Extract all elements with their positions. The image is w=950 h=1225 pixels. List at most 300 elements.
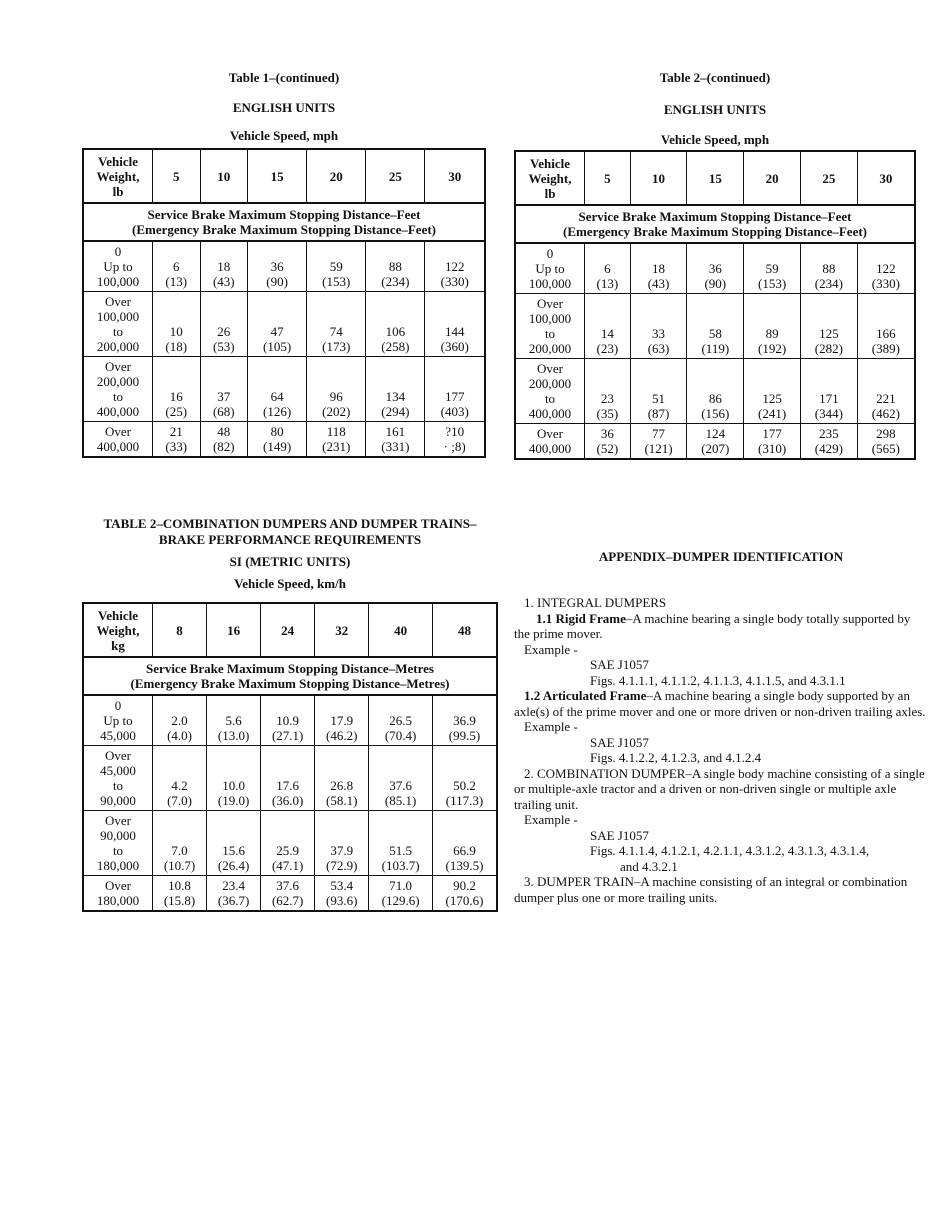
emergency-distance: (90) — [266, 274, 288, 289]
stopping-distance-cell — [307, 357, 366, 422]
service-distance: 235 — [819, 426, 839, 441]
weight-range-line: Over — [105, 878, 131, 893]
service-brake-caption — [515, 205, 915, 243]
speed-column-header: 40 — [369, 603, 433, 657]
table2-si — [82, 602, 498, 912]
weight-range-line: Over — [537, 426, 563, 441]
table1-speed-caption: Vehicle Speed, mph — [229, 128, 339, 143]
stopping-distance-cell — [369, 811, 433, 876]
stopping-distance-cell — [248, 357, 307, 422]
emergency-distance: (36.0) — [271, 793, 304, 808]
appendix-s2-figs-line2: and 4.3.2.1 — [620, 858, 678, 874]
emergency-distance: (462) — [871, 406, 900, 421]
emergency-distance: (13) — [165, 274, 188, 289]
stopping-distance-cell — [744, 243, 801, 294]
service-distance: 51.5 — [389, 843, 412, 858]
speed-column-header: 5 — [585, 151, 631, 205]
emergency-distance: (331) — [381, 439, 410, 454]
stopping-distance-cell — [630, 359, 687, 424]
service-distance: 14 — [600, 326, 614, 341]
weight-range-line: Up to — [103, 713, 133, 728]
stopping-distance-cell — [153, 241, 201, 292]
service-distance: 10 — [169, 324, 183, 339]
emergency-distance: (99.5) — [448, 728, 481, 743]
weight-range — [83, 422, 153, 458]
weight-column-header — [83, 149, 153, 203]
emergency-brake-line: (Emergency Brake Maximum Stopping Distance–Feet) — [131, 222, 436, 237]
stopping-distance-cell — [366, 422, 425, 458]
emergency-distance: (156) — [701, 406, 730, 421]
emergency-distance: (26.4) — [217, 858, 250, 873]
table2-continued — [514, 150, 916, 460]
emergency-distance: (234) — [814, 276, 843, 291]
speed-column-header: 8 — [153, 603, 207, 657]
service-distance: 122 — [444, 259, 465, 274]
stopping-distance-cell — [432, 811, 497, 876]
appendix-s3: 3. DUMPER TRAIN–A machine consisting of an integral or combination dumper plus one or more trailing units. — [514, 874, 908, 905]
stopping-distance-cell — [248, 292, 307, 357]
stopping-distance-cell — [800, 294, 857, 359]
service-distance: 177 — [444, 389, 465, 404]
stopping-distance-cell — [425, 422, 485, 458]
speed-column-header: 10 — [200, 149, 248, 203]
emergency-distance: (119) — [701, 341, 730, 356]
appendix-s12 — [514, 688, 928, 719]
weight-range — [515, 359, 585, 424]
stopping-distance-cell — [207, 811, 261, 876]
service-distance: 48 — [217, 424, 231, 439]
emergency-distance: (36.7) — [217, 893, 250, 908]
speed-column-header: 25 — [366, 149, 425, 203]
stopping-distance-cell — [425, 292, 485, 357]
table1 — [82, 148, 486, 458]
emergency-distance: (117.3) — [445, 793, 484, 808]
service-distance: 5.6 — [225, 713, 242, 728]
stopping-distance-cell — [315, 876, 369, 912]
stopping-distance-cell — [425, 241, 485, 292]
stopping-distance-cell — [432, 876, 497, 912]
weight-range — [515, 243, 585, 294]
service-distance: 89 — [765, 326, 779, 341]
stopping-distance-cell — [200, 292, 248, 357]
service-distance: 37.9 — [330, 843, 354, 858]
table2-continued-section — [514, 70, 916, 460]
appendix-s1-heading: 1. INTEGRAL DUMPERS — [524, 595, 667, 610]
emergency-distance: (170.6) — [445, 893, 484, 908]
emergency-distance: (126) — [263, 404, 292, 419]
table2-si-speed-caption: Vehicle Speed, km/h — [234, 576, 346, 591]
service-distance: 17.9 — [330, 713, 354, 728]
emergency-distance: (207) — [701, 441, 730, 456]
emergency-distance: (47.1) — [271, 858, 304, 873]
weight-range-line: 180,000 — [96, 893, 140, 908]
table2-continued-title: Table 2–(continued) — [659, 70, 771, 85]
weight-range — [83, 357, 153, 422]
weight-range-line: 45,000 — [100, 763, 136, 778]
emergency-distance: (330) — [871, 276, 900, 291]
service-distance: 171 — [819, 391, 839, 406]
speed-column-header: 10 — [630, 151, 687, 205]
service-distance: 125 — [819, 326, 839, 341]
service-distance: 47 — [270, 324, 284, 339]
service-distance: 10.0 — [222, 778, 245, 793]
weight-range-line: 0 — [114, 698, 122, 713]
emergency-distance: (149) — [263, 439, 292, 454]
emergency-distance: (19.0) — [217, 793, 250, 808]
table-row — [515, 243, 915, 294]
stopping-distance-cell — [585, 243, 631, 294]
stopping-distance-cell — [630, 243, 687, 294]
service-distance: 36.9 — [453, 713, 476, 728]
emergency-distance: (403) — [440, 404, 469, 419]
service-distance: 33 — [652, 326, 666, 341]
weight-header-line: Vehicle — [530, 155, 570, 171]
stopping-distance-cell — [261, 876, 315, 912]
service-distance: 37 — [217, 389, 231, 404]
speed-column-header: 15 — [687, 151, 744, 205]
service-distance: 7.0 — [171, 843, 188, 858]
weight-range-line: to — [112, 843, 124, 858]
table-row — [83, 746, 497, 811]
service-distance: 53.4 — [330, 878, 354, 893]
service-distance: 58 — [708, 326, 722, 341]
stopping-distance-cell — [153, 422, 201, 458]
emergency-distance: (90) — [704, 276, 727, 291]
weight-range-line: Over — [105, 748, 131, 763]
stopping-distance-cell — [248, 241, 307, 292]
emergency-distance: (231) — [322, 439, 351, 454]
emergency-distance: (63) — [647, 341, 670, 356]
weight-range-line: 100,000 — [528, 276, 572, 291]
service-distance: 90.2 — [453, 878, 476, 893]
weight-header-line: Weight, — [96, 168, 140, 184]
stopping-distance-cell — [307, 241, 366, 292]
emergency-brake-line: (Emergency Brake Maximum Stopping Distance–Feet) — [562, 224, 867, 239]
table2-continued-speed-caption: Vehicle Speed, mph — [660, 132, 770, 147]
stopping-distance-cell — [307, 292, 366, 357]
weight-header-line: lb — [112, 183, 124, 199]
stopping-distance-cell — [207, 695, 261, 746]
weight-range — [83, 292, 153, 357]
speed-column-header: 30 — [857, 151, 915, 205]
emergency-distance: (46.2) — [326, 728, 358, 743]
service-distance: 2.0 — [171, 713, 188, 728]
speed-column-header: 24 — [261, 603, 315, 657]
weight-range — [83, 876, 153, 912]
service-distance: 26 — [217, 324, 231, 339]
stopping-distance-cell — [153, 357, 201, 422]
emergency-distance: (93.6) — [326, 893, 358, 908]
weight-range — [515, 424, 585, 460]
service-distance: 37.6 — [276, 878, 300, 893]
weight-column-header — [83, 603, 153, 657]
emergency-distance: (33) — [165, 439, 188, 454]
stopping-distance-cell — [153, 695, 207, 746]
service-distance: 18 — [652, 261, 666, 276]
speed-column-header: 32 — [315, 603, 369, 657]
weight-range-line: 400,000 — [528, 406, 572, 421]
stopping-distance-cell — [200, 357, 248, 422]
service-distance: 134 — [385, 389, 406, 404]
stopping-distance-cell — [687, 359, 744, 424]
service-distance: 144 — [444, 324, 465, 339]
service-distance: 88 — [388, 259, 402, 274]
service-distance: 25.9 — [276, 843, 300, 858]
emergency-distance: (53) — [212, 339, 235, 354]
stopping-distance-cell — [432, 746, 497, 811]
stopping-distance-cell — [153, 746, 207, 811]
weight-range-line: Over — [105, 294, 131, 309]
service-distance: 26.8 — [330, 778, 354, 793]
weight-header-line: Vehicle — [98, 153, 138, 169]
stopping-distance-cell — [857, 359, 915, 424]
stopping-distance-cell — [366, 241, 425, 292]
emergency-distance: (310) — [758, 441, 787, 456]
stopping-distance-cell — [800, 424, 857, 460]
weight-header-line: lb — [544, 185, 556, 201]
emergency-distance: (18) — [165, 339, 188, 354]
service-brake-line: Service Brake Maximum Stopping Distance–Feet — [578, 209, 852, 224]
stopping-distance-cell — [857, 243, 915, 294]
stopping-distance-cell — [369, 876, 433, 912]
table-row — [83, 422, 485, 458]
weight-range-line: 45,000 — [100, 728, 136, 743]
emergency-distance: (27.1) — [271, 728, 304, 743]
service-distance: 36 — [600, 426, 614, 441]
weight-range-line: 200,000 — [96, 339, 140, 354]
emergency-distance: (70.4) — [384, 728, 417, 743]
service-distance: 59 — [329, 259, 343, 274]
emergency-distance: (153) — [322, 274, 351, 289]
appendix-s11 — [514, 611, 928, 642]
weight-range-line: to — [544, 391, 556, 406]
emergency-distance: (389) — [871, 341, 900, 356]
emergency-distance: (173) — [322, 339, 351, 354]
service-distance: 88 — [822, 261, 836, 276]
service-distance: 4.2 — [171, 778, 188, 793]
speed-column-header: 30 — [425, 149, 485, 203]
stopping-distance-cell — [261, 811, 315, 876]
stopping-distance-cell — [153, 292, 201, 357]
weight-range-line: 400,000 — [528, 441, 572, 456]
emergency-distance: (82) — [212, 439, 235, 454]
weight-range-line: 400,000 — [96, 404, 140, 419]
speed-column-header: 20 — [307, 149, 366, 203]
service-distance: 66.9 — [453, 843, 476, 858]
service-distance: 16 — [169, 389, 183, 404]
service-distance: 21 — [169, 424, 183, 439]
stopping-distance-cell — [207, 746, 261, 811]
appendix-s12-example: Example - — [524, 719, 578, 734]
emergency-distance: (35) — [596, 406, 619, 421]
service-distance: 36 — [270, 259, 284, 274]
weight-range-line: 90,000 — [100, 793, 136, 808]
service-distance: 6 — [173, 259, 180, 274]
service-distance: 15.6 — [222, 843, 245, 858]
speed-column-header: 16 — [207, 603, 261, 657]
weight-range — [83, 695, 153, 746]
emergency-distance: (4.0) — [167, 728, 192, 743]
table2-si-title-line2: BRAKE PERFORMANCE REQUIREMENTS — [158, 532, 422, 547]
weight-range-line: 100,000 — [528, 311, 572, 326]
weight-range-line: 100,000 — [96, 274, 140, 289]
table1-section — [82, 70, 486, 458]
stopping-distance-cell — [800, 243, 857, 294]
emergency-distance: (85.1) — [384, 793, 417, 808]
weight-range-line: Over — [537, 361, 563, 376]
service-distance: 50.2 — [453, 778, 476, 793]
service-distance: 77 — [652, 426, 666, 441]
weight-header-line: Weight, — [528, 170, 572, 186]
stopping-distance-cell — [366, 357, 425, 422]
service-distance: 124 — [705, 426, 726, 441]
emergency-distance: (129.6) — [381, 893, 420, 908]
table-row — [83, 357, 485, 422]
weight-range — [83, 811, 153, 876]
emergency-distance: (13.0) — [217, 728, 250, 743]
stopping-distance-cell — [744, 359, 801, 424]
service-distance: 37.6 — [389, 778, 412, 793]
stopping-distance-cell — [744, 294, 801, 359]
service-distance: 71.0 — [389, 878, 412, 893]
appendix-s12-sae: SAE J1057 — [590, 734, 649, 750]
emergency-distance: (202) — [322, 404, 351, 419]
table-row — [83, 292, 485, 357]
weight-range — [83, 241, 153, 292]
emergency-distance: (139.5) — [445, 858, 484, 873]
service-distance: 96 — [329, 389, 343, 404]
emergency-distance: (344) — [814, 406, 843, 421]
service-distance: 59 — [765, 261, 779, 276]
weight-range-line: Over — [105, 359, 131, 374]
speed-column-header: 15 — [248, 149, 307, 203]
stopping-distance-cell — [687, 243, 744, 294]
emergency-distance: (241) — [758, 406, 787, 421]
emergency-distance: (565) — [871, 441, 900, 456]
service-distance: 80 — [270, 424, 284, 439]
appendix — [514, 549, 928, 905]
stopping-distance-cell — [630, 424, 687, 460]
emergency-distance: (282) — [814, 341, 843, 356]
weight-range-line: Up to — [103, 259, 133, 274]
stopping-distance-cell — [200, 422, 248, 458]
stopping-distance-cell — [366, 292, 425, 357]
weight-range-line: 0 — [546, 246, 554, 261]
weight-range-line: 200,000 — [528, 341, 572, 356]
emergency-distance: (234) — [381, 274, 410, 289]
service-distance: 10.8 — [168, 878, 191, 893]
weight-range — [515, 294, 585, 359]
table2-si-section — [82, 516, 498, 912]
weight-range-line: 400,000 — [96, 439, 140, 454]
stopping-distance-cell — [315, 811, 369, 876]
weight-range-line: Over — [105, 813, 131, 828]
speed-column-header: 20 — [744, 151, 801, 205]
service-brake-line: Service Brake Maximum Stopping Distance–Feet — [147, 207, 421, 222]
stopping-distance-cell — [800, 359, 857, 424]
stopping-distance-cell — [207, 876, 261, 912]
emergency-distance: (62.7) — [271, 893, 304, 908]
table1-title: Table 1–(continued) — [228, 70, 340, 85]
emergency-distance: (23) — [596, 341, 619, 356]
stopping-distance-cell — [585, 359, 631, 424]
table2-continued-units: ENGLISH UNITS — [663, 102, 767, 117]
appendix-title: APPENDIX–DUMPER IDENTIFICATION — [598, 549, 844, 564]
emergency-distance: (330) — [440, 274, 469, 289]
table-row — [83, 811, 497, 876]
emergency-distance: (10.7) — [163, 858, 196, 873]
stopping-distance-cell — [585, 424, 631, 460]
table2-si-title-line1: TABLE 2–COMBINATION DUMPERS AND DUMPER TRAINS– — [103, 516, 477, 531]
stopping-distance-cell — [425, 357, 485, 422]
stopping-distance-cell — [432, 695, 497, 746]
stopping-distance-cell — [248, 422, 307, 458]
service-distance: 18 — [217, 259, 231, 274]
stopping-distance-cell — [315, 746, 369, 811]
weight-range-line: to — [112, 324, 124, 339]
stopping-distance-cell — [687, 424, 744, 460]
weight-header-line: Vehicle — [98, 607, 138, 623]
service-distance: 86 — [708, 391, 722, 406]
service-distance: 64 — [270, 389, 284, 404]
table-row — [515, 359, 915, 424]
emergency-distance: (58.1) — [326, 793, 358, 808]
service-distance: 17.6 — [276, 778, 300, 793]
service-brake-caption — [83, 657, 497, 695]
stopping-distance-cell — [315, 695, 369, 746]
weight-range-line: 200,000 — [528, 376, 572, 391]
stopping-distance-cell — [585, 294, 631, 359]
emergency-distance: (52) — [596, 441, 619, 456]
weight-range-line: Up to — [535, 261, 565, 276]
appendix-s12-figs: Figs. 4.1.2.2, 4.1.2.3, and 4.1.2.4 — [590, 750, 762, 765]
emergency-distance: (68) — [212, 404, 235, 419]
service-distance: 106 — [385, 324, 406, 339]
stopping-distance-cell — [261, 695, 315, 746]
emergency-distance: (43) — [647, 276, 670, 291]
weight-range-line: 200,000 — [96, 374, 140, 389]
emergency-distance: (429) — [814, 441, 843, 456]
speed-column-header: 25 — [800, 151, 857, 205]
emergency-distance: (294) — [381, 404, 410, 419]
weight-range-line: Over — [105, 424, 131, 439]
weight-range-line: 100,000 — [96, 309, 140, 324]
stopping-distance-cell — [369, 746, 433, 811]
emergency-distance: (87) — [647, 406, 670, 421]
emergency-distance: (43) — [212, 274, 235, 289]
service-distance: 122 — [876, 261, 896, 276]
table-row — [515, 294, 915, 359]
table-row — [83, 695, 497, 746]
stopping-distance-cell — [153, 876, 207, 912]
service-distance: ?10 — [445, 424, 465, 439]
appendix-s11-figs: Figs. 4.1.1.1, 4.1.1.2, 4.1.1.3, 4.1.1.5, and 4.3.1.1 — [590, 672, 846, 688]
service-distance: 51 — [652, 391, 666, 406]
service-distance: 10.9 — [276, 713, 300, 728]
appendix-s11-text: –A machine bearing a single body totally supported by the prime mover. — [514, 610, 911, 641]
service-distance: 125 — [762, 391, 782, 406]
speed-column-header: 48 — [432, 603, 497, 657]
weight-range-line: to — [112, 778, 124, 793]
appendix-s12-text: –A machine bearing a single body supported by an axle(s) of the prime mover and one or more driven or non-driven trailing axles. — [514, 688, 926, 719]
weight-range-line: to — [112, 389, 124, 404]
emergency-distance: (72.9) — [326, 858, 358, 873]
weight-range-line: to — [544, 326, 556, 341]
speed-column-header: 5 — [153, 149, 201, 203]
service-distance: 221 — [876, 391, 896, 406]
service-brake-caption — [83, 203, 485, 241]
appendix-s12-label: 1.2 Articulated Frame — [524, 688, 647, 703]
